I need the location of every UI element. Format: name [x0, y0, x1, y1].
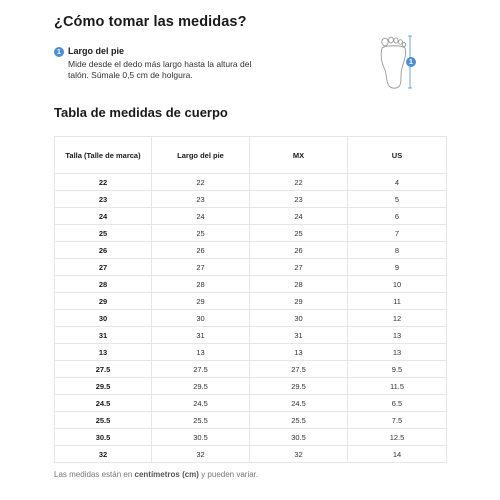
table-row [55, 412, 447, 429]
cell-largo: 24 [152, 208, 250, 225]
cell-talla: 24 [55, 208, 152, 225]
column-header-us: US [348, 137, 447, 174]
cell-us: 6.5 [348, 395, 447, 412]
step-number-badge: 1 [54, 47, 64, 57]
table-row [55, 446, 447, 463]
cell-talla: 30.5 [55, 429, 152, 446]
cell-mx: 30 [250, 310, 348, 327]
column-header-mx: MX [250, 137, 348, 174]
cell-mx: 30.5 [250, 429, 348, 446]
cell-mx: 24.5 [250, 395, 348, 412]
table-row [55, 276, 447, 293]
size-table [54, 136, 447, 463]
cell-talla: 30 [55, 310, 152, 327]
cell-talla: 24.5 [55, 395, 152, 412]
table-row [55, 208, 447, 225]
cell-mx: 32 [250, 446, 348, 463]
cell-us: 7 [348, 225, 447, 242]
cell-talla: 25.5 [55, 412, 152, 429]
cell-talla: 29 [55, 293, 152, 310]
cell-largo: 29 [152, 293, 250, 310]
cell-us: 4 [348, 174, 447, 191]
table-row [55, 327, 447, 344]
cell-mx: 13 [250, 344, 348, 361]
cell-mx: 28 [250, 276, 348, 293]
column-header-talla: Talla (Talle de marca) [55, 137, 152, 174]
cell-talla: 28 [55, 276, 152, 293]
cell-us: 10 [348, 276, 447, 293]
table-row [55, 259, 447, 276]
cell-us: 12.5 [348, 429, 447, 446]
cell-us: 11.5 [348, 378, 447, 395]
cell-talla: 27.5 [55, 361, 152, 378]
cell-largo: 30 [152, 310, 250, 327]
cell-mx: 27 [250, 259, 348, 276]
cell-largo: 30.5 [152, 429, 250, 446]
table-row [55, 361, 447, 378]
step-title: Largo del pie [68, 46, 125, 56]
table-row [55, 395, 447, 412]
footnote-prefix: Las medidas están en [54, 470, 135, 479]
cell-us: 12 [348, 310, 447, 327]
table-row [55, 242, 447, 259]
table-row [55, 310, 447, 327]
cell-us: 13 [348, 344, 447, 361]
cell-mx: 25.5 [250, 412, 348, 429]
cell-us: 9.5 [348, 361, 447, 378]
footnote-unit: centímetros (cm) [134, 470, 199, 479]
column-header-largo: Largo del pie [152, 137, 250, 174]
cell-largo: 22 [152, 174, 250, 191]
table-row [55, 191, 447, 208]
cell-mx: 24 [250, 208, 348, 225]
cell-largo: 13 [152, 344, 250, 361]
cell-talla: 29.5 [55, 378, 152, 395]
cell-largo: 25 [152, 225, 250, 242]
cell-us: 9 [348, 259, 447, 276]
table-row [55, 225, 447, 242]
figure-number-badge: 1 [406, 57, 416, 67]
cell-talla: 25 [55, 225, 152, 242]
table-header-row [55, 137, 447, 174]
table-body [55, 174, 447, 463]
cell-us: 5 [348, 191, 447, 208]
table-row [55, 378, 447, 395]
cell-talla: 13 [55, 344, 152, 361]
cell-mx: 27.5 [250, 361, 348, 378]
footnote [54, 470, 258, 479]
cell-mx: 23 [250, 191, 348, 208]
cell-us: 6 [348, 208, 447, 225]
cell-us: 13 [348, 327, 447, 344]
cell-mx: 31 [250, 327, 348, 344]
cell-talla: 26 [55, 242, 152, 259]
cell-us: 7.5 [348, 412, 447, 429]
cell-us: 8 [348, 242, 447, 259]
cell-mx: 29 [250, 293, 348, 310]
cell-largo: 27 [152, 259, 250, 276]
size-table-title: Tabla de medidas de cuerpo [54, 105, 228, 120]
cell-largo: 32 [152, 446, 250, 463]
cell-largo: 25.5 [152, 412, 250, 429]
cell-mx: 25 [250, 225, 348, 242]
table-row [55, 429, 447, 446]
cell-talla: 32 [55, 446, 152, 463]
cell-mx: 22 [250, 174, 348, 191]
cell-largo: 26 [152, 242, 250, 259]
cell-largo: 28 [152, 276, 250, 293]
cell-talla: 22 [55, 174, 152, 191]
cell-mx: 26 [250, 242, 348, 259]
table-row [55, 344, 447, 361]
cell-largo: 23 [152, 191, 250, 208]
cell-us: 14 [348, 446, 447, 463]
table-row [55, 293, 447, 310]
cell-us: 11 [348, 293, 447, 310]
step-description: Mide desde el dedo más largo hasta la altura del talón. Súmale 0,5 cm de holgura. [68, 59, 252, 80]
footnote-suffix: y pueden variar. [198, 470, 259, 479]
cell-largo: 27.5 [152, 361, 250, 378]
cell-talla: 23 [55, 191, 152, 208]
cell-largo: 24.5 [152, 395, 250, 412]
cell-talla: 27 [55, 259, 152, 276]
cell-mx: 29.5 [250, 378, 348, 395]
cell-largo: 31 [152, 327, 250, 344]
how-to-measure-title: ¿Cómo tomar las medidas? [54, 14, 247, 30]
table-row [55, 174, 447, 191]
cell-largo: 29.5 [152, 378, 250, 395]
cell-talla: 31 [55, 327, 152, 344]
